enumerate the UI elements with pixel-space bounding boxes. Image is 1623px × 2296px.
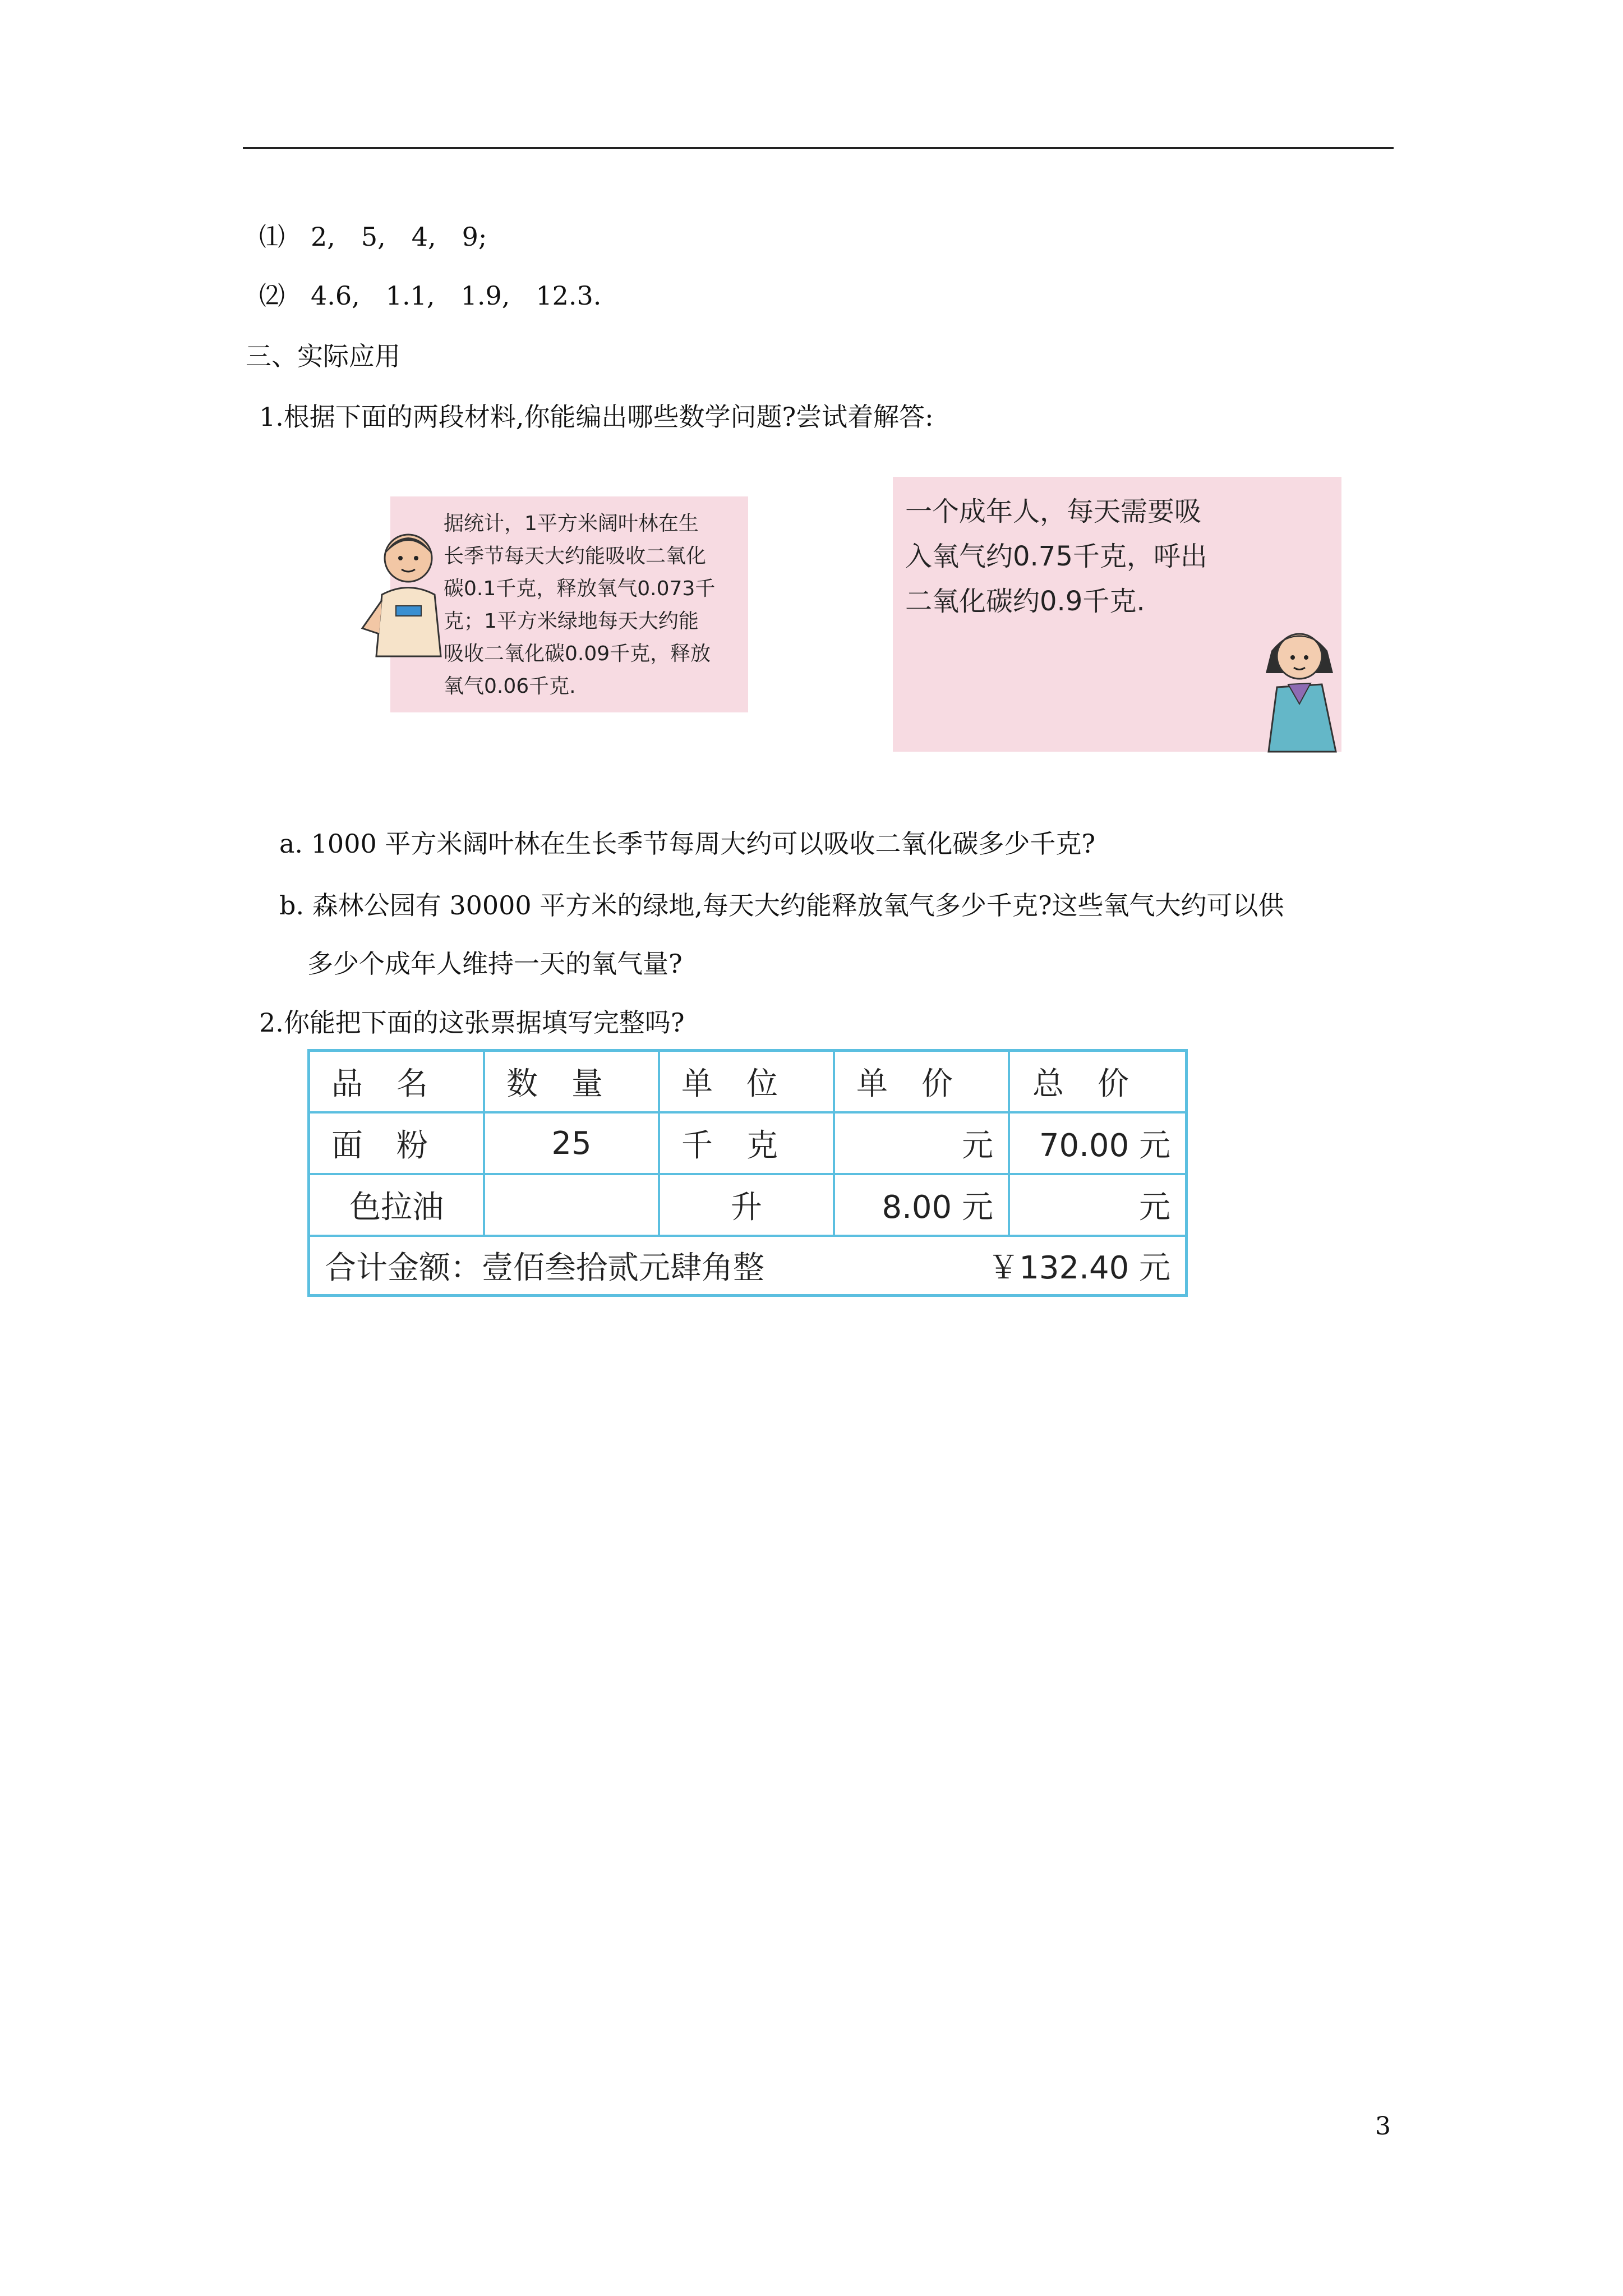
row2-unit: 升 <box>660 1175 835 1237</box>
card-left-line-6: 氧气0.06千克. <box>444 675 576 698</box>
info-card-adult <box>893 477 1341 752</box>
card-left-line-3: 碳0.1千克，释放氧气0.073千 <box>444 577 716 600</box>
question-1b-line-2: 多少个成年人维持一天的氧气量? <box>307 949 683 979</box>
total-value: ￥132.40 元 <box>988 1250 1170 1286</box>
question-2: 2.你能把下面的这张票据填写完整吗? <box>259 1007 685 1038</box>
girl-illustration <box>1255 611 1344 754</box>
row2-name: 色拉油 <box>310 1175 485 1237</box>
page-number: 3 <box>1375 2112 1391 2141</box>
header-name: 品名 <box>310 1052 485 1114</box>
header-quantity: 数量 <box>485 1052 660 1114</box>
question-1a: a. 1000 平方米阔叶林在生长季节每周大约可以吸收二氧化碳多少千克? <box>279 829 1096 859</box>
question-1: 1.根据下面的两段材料,你能编出哪些数学问题?尝试着解答: <box>259 402 934 432</box>
row2-quantity <box>485 1175 660 1237</box>
boy-illustration <box>357 527 458 673</box>
answer-line-2: ⑵ 4.6, 1.1, 1.9, 12.3. <box>259 280 602 311</box>
row1-unit-price: 元 <box>835 1114 1010 1175</box>
total-label: 合计金额：壹佰叁拾贰元肆角整 <box>325 1250 764 1286</box>
header-unit: 单位 <box>660 1052 835 1114</box>
card-left-line-2: 长季节每天大约能吸收二氧化 <box>444 545 707 568</box>
card-right-line-2: 入氧气约0.75千克，呼出 <box>905 541 1207 572</box>
row1-unit: 千克 <box>660 1114 835 1175</box>
question-1b-line-1: b. 森林公园有 30000 平方米的绿地,每天大约能释放氧气多少千克?这些氧气大约可以供 <box>279 890 1284 921</box>
row2-total-price: 元 <box>1010 1175 1185 1237</box>
card-left-line-5: 吸收二氧化碳0.09千克，释放 <box>444 642 711 665</box>
card-right-line-1: 一个成年人，每天需要吸 <box>905 496 1202 527</box>
answer-line-1: ⑴ 2, 5, 4, 9; <box>259 222 487 252</box>
header-rule <box>243 147 1394 149</box>
card-left-line-4: 克；1平方米绿地每天大约能 <box>444 610 699 633</box>
total-row <box>310 1237 1185 1294</box>
header-total-price: 总价 <box>1010 1052 1185 1114</box>
row1-name: 面粉 <box>310 1114 485 1175</box>
card-left-line-1: 据统计，1平方米阔叶林在生 <box>444 512 699 535</box>
row1-total-price: 70.00 元 <box>1010 1114 1185 1175</box>
header-unit-price: 单价 <box>835 1052 1010 1114</box>
section-title: 三、实际应用 <box>246 341 400 371</box>
bill-table <box>307 1049 1188 1297</box>
row1-quantity: 25 <box>485 1114 660 1175</box>
row2-unit-price: 8.00 元 <box>835 1175 1010 1237</box>
info-card-forest <box>390 496 748 712</box>
card-right-line-3: 二氧化碳约0.9千克. <box>905 586 1145 617</box>
